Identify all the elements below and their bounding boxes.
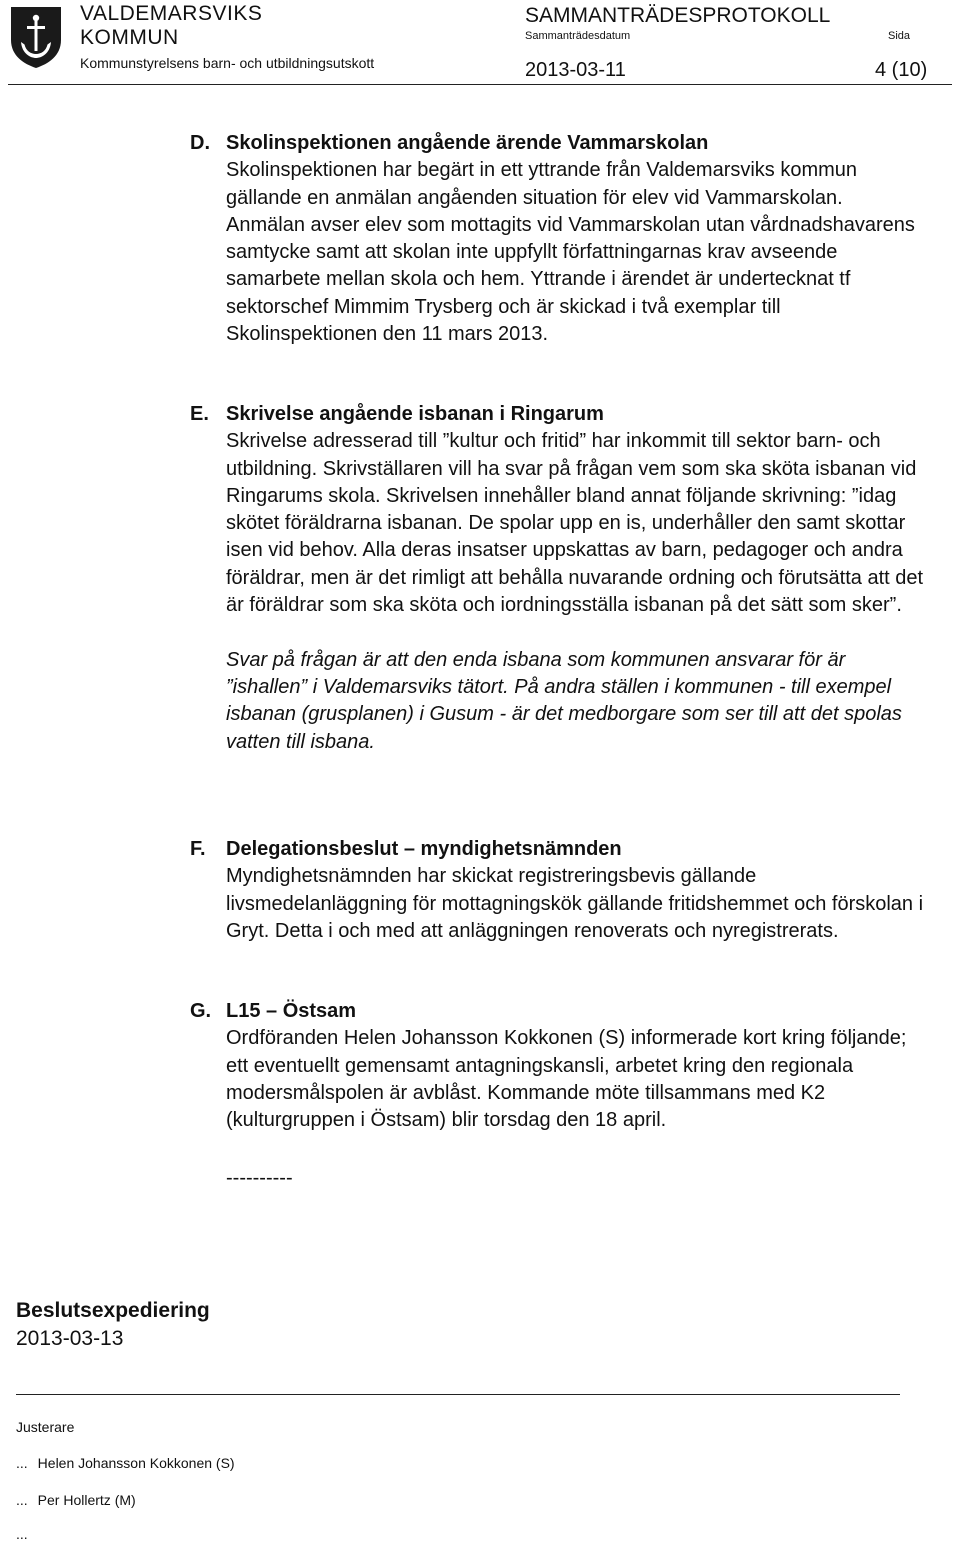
document-type: SAMMANTRÄDESPROTOKOLL (525, 4, 831, 27)
section-g (226, 998, 926, 1134)
section-d-text: Skolinspektionen har begärt in ett yttrande från Valdemarsviks kommun gällande en anmälan angåenden situation för elev vid Vammarskolan. Anmälan avser elev som mottagits vid Vammarskolan utan vårdnadshavarens samtycke samt att skolan inte uppfyllt författningarnas krav avseende samarbete mellan skola och hem. Yttrande i ärendet är undertecknat tf sektorschef Mimmim Trysberg och är skickad i två exemplar till Skolinspektionen den 11 mars 2013. (226, 159, 915, 346)
meeting-date-label: Sammanträdesdatum (525, 30, 631, 42)
page-number: 4 (10) (875, 59, 928, 81)
signature-dots: ... (16, 1526, 28, 1542)
signature-line-1 (16, 1455, 235, 1471)
signature-line-3 (16, 1526, 28, 1542)
committee-name: Kommunstyrelsens barn- och utbildningsutskott (80, 55, 375, 71)
org-name-line1: VALDEMARSVIKS (80, 2, 263, 25)
adjusters-label: Justerare (16, 1419, 75, 1435)
section-g-text: Ordföranden Helen Johansson Kokkonen (S) informerade kort kring följande; ett eventuellt gemensamt antagningskansli, arbetet kring den regionala modersmålspolen är avblåst. Kommande möte tillsammans med K2 (kulturgruppen i Östsam) blir torsdag den 18 april. (226, 1027, 907, 1132)
section-f-heading: Delegationsbeslut – myndighetsnämnden (226, 838, 622, 860)
municipality-crest-logo (8, 4, 64, 70)
signature-dots: ... (16, 1455, 28, 1471)
section-e-text: Skrivelse adresserad till ”kultur och fritid” har inkommit till sektor barn- och utbildning. Skrivställaren vill ha svar på frågan vem som ska sköta isbanan vid Ringarums skola. Skrivelsen innehåller bland annat följande skrivning: ”idag skötet föräldrarna isbanan. De spolar upp en is, underhåller den samt skottar isen vid behov. Alla deras insatser uppskattas av barn, pedagoger och andra föräldrar, men är det rimligt att behålla nuvarande ordning och förutsätta att det är föräldrar som ska sköta och iordningsställa isbanan på det sätt som sker”. (226, 430, 924, 617)
section-d-letter: D. (190, 132, 210, 154)
section-d-heading: Skolinspektionen angående ärende Vammarskolan (226, 132, 709, 154)
section-d (226, 130, 926, 348)
signer-name-2: Per Hollertz (M) (37, 1492, 136, 1508)
section-f-text: Myndighetsnämnden har skickat registreringsbevis gällande livsmedelanläggning för mottagningskök gällande fritidshemmet och förskolan i Gryt. Detta i och med att anläggningen renoverats och nyregistrerats. (226, 865, 924, 942)
signature-line-2 (16, 1492, 136, 1508)
footer-divider (16, 1394, 900, 1395)
section-g-letter: G. (190, 1000, 212, 1022)
dispatch-heading: Beslutsexpediering (16, 1299, 210, 1322)
section-e-heading: Skrivelse angående isbanan i Ringarum (226, 403, 604, 425)
section-e-answer: Svar på frågan är att den enda isbana som kommunen ansvarar för är ”ishallen” i Valdemarsviks tätort. På andra ställen i kommunen - till exempel isbanan (grusplanen) i Gusum - är det medborgare som ser till att det spolas vatten till isbana. (226, 648, 902, 753)
section-end-marker: ---------- (226, 1167, 293, 1189)
section-g-heading: L15 – Östsam (226, 1000, 357, 1022)
page-label: Sida (888, 30, 911, 42)
signature-dots: ... (16, 1492, 28, 1508)
signer-name-1: Helen Johansson Kokkonen (S) (37, 1455, 235, 1471)
section-e-letter: E. (190, 403, 209, 425)
section-e (226, 401, 926, 756)
dispatch-date: 2013-03-13 (16, 1327, 124, 1350)
org-name-line2: KOMMUN (80, 26, 179, 49)
header-divider (8, 84, 952, 85)
section-f-letter: F. (190, 838, 206, 860)
meeting-date: 2013-03-11 (525, 59, 626, 81)
section-f (226, 836, 926, 945)
